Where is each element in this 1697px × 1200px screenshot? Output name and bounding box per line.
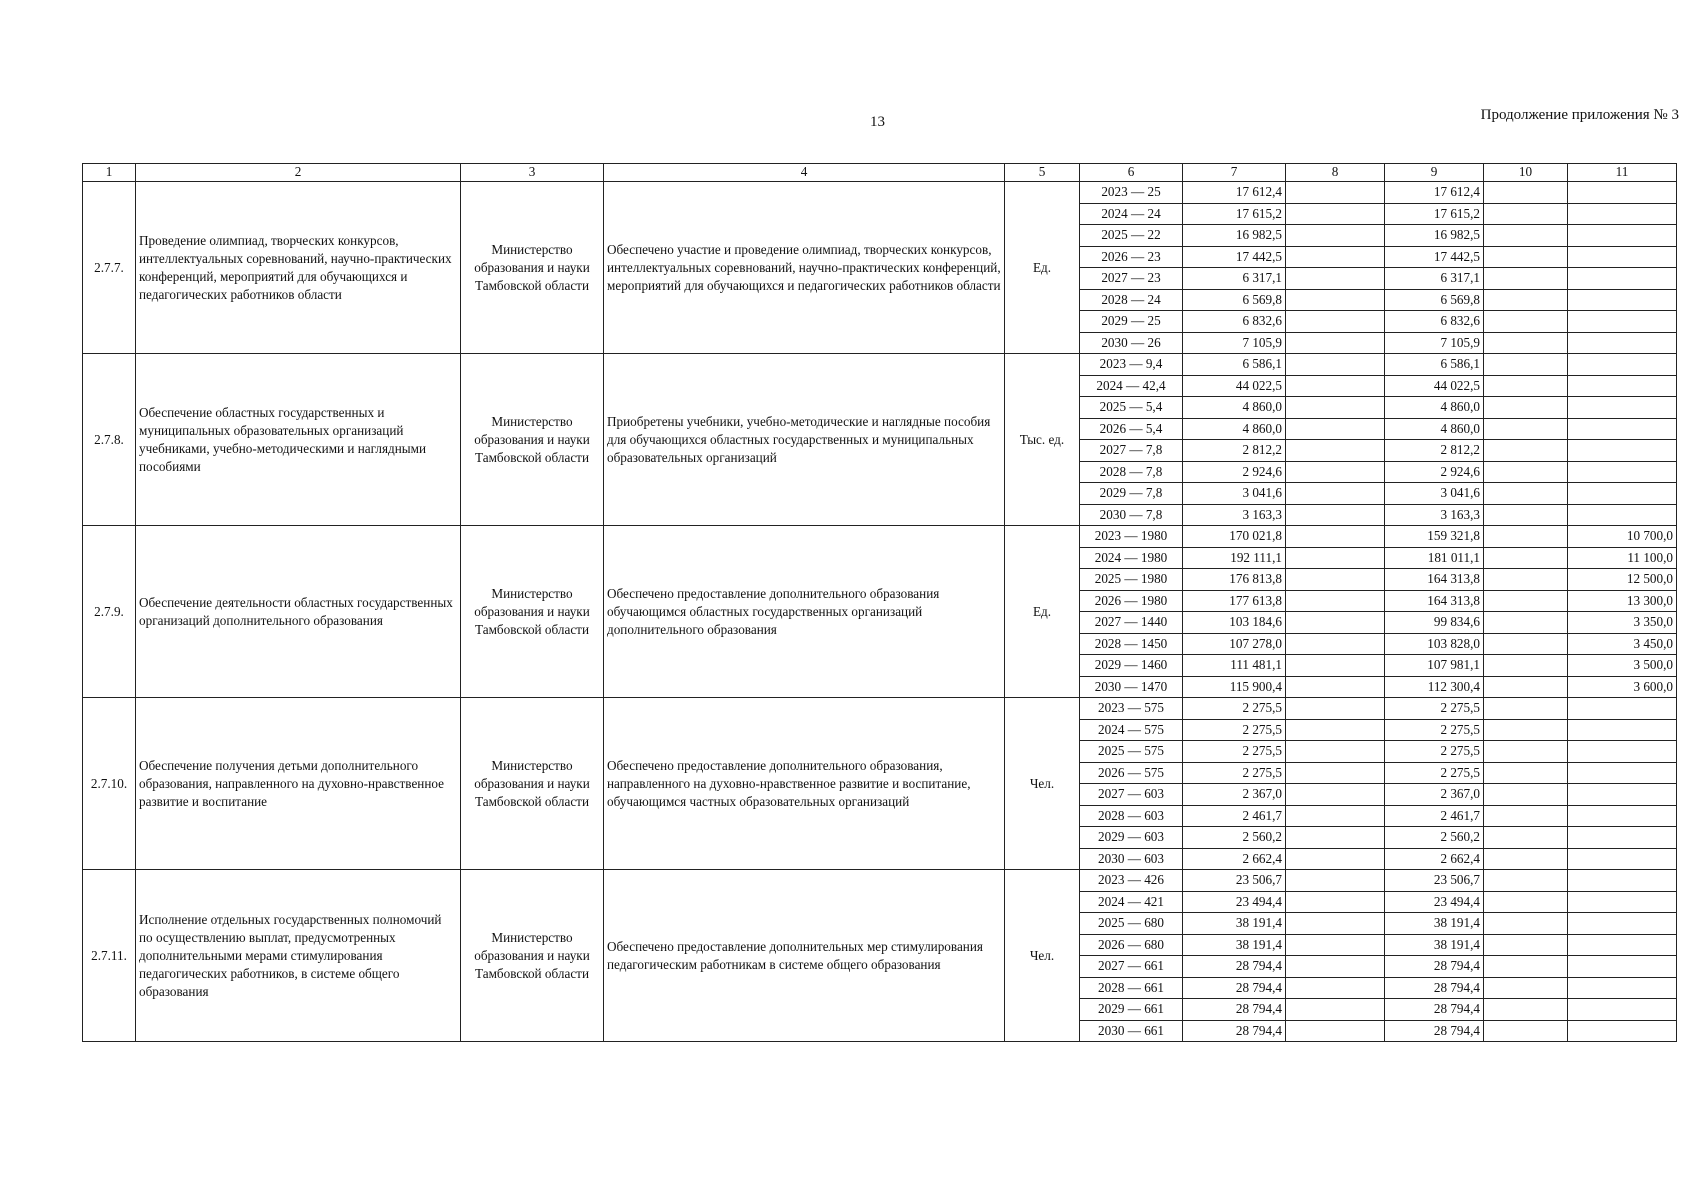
expected-result: Обеспечено предоставление дополнительного образования обучающимся областных государственных организаций дополнительного образования	[604, 526, 1005, 698]
indicator-value: 2029 — 661	[1080, 999, 1183, 1021]
federal-budget-amount	[1286, 870, 1385, 892]
table-row	[83, 698, 1677, 720]
measure-name: Обеспечение деятельности областных государственных организаций дополнительного образования	[136, 526, 461, 698]
indicator-value: 2027 — 7,8	[1080, 440, 1183, 462]
indicator-value: 2029 — 25	[1080, 311, 1183, 333]
federal-budget-amount	[1286, 934, 1385, 956]
local-budget-amount	[1484, 655, 1568, 677]
measure-name: Проведение олимпиад, творческих конкурсов, интеллектуальных соревнований, научно-практических конференций, мероприятий для обучающихся и педагогических работников области	[136, 182, 461, 354]
regional-budget-amount: 17 615,2	[1385, 203, 1484, 225]
local-budget-amount	[1484, 311, 1568, 333]
federal-budget-amount	[1286, 569, 1385, 591]
extrabudgetary-amount	[1568, 805, 1677, 827]
regional-budget-amount: 28 794,4	[1385, 977, 1484, 999]
extrabudgetary-amount	[1568, 891, 1677, 913]
federal-budget-amount	[1286, 440, 1385, 462]
total-amount: 38 191,4	[1183, 913, 1286, 935]
total-amount: 111 481,1	[1183, 655, 1286, 677]
indicator-value: 2030 — 603	[1080, 848, 1183, 870]
unit-of-measure: Ед.	[1005, 182, 1080, 354]
local-budget-amount	[1484, 719, 1568, 741]
federal-budget-amount	[1286, 354, 1385, 376]
column-header: 10	[1484, 164, 1568, 182]
measure-name: Обеспечение областных государственных и муниципальных образовательных организаций учебниками, учебно-методическими и наглядными пособиями	[136, 354, 461, 526]
column-header: 4	[604, 164, 1005, 182]
indicator-value: 2028 — 7,8	[1080, 461, 1183, 483]
local-budget-amount	[1484, 891, 1568, 913]
total-amount: 2 275,5	[1183, 762, 1286, 784]
local-budget-amount	[1484, 934, 1568, 956]
local-budget-amount	[1484, 504, 1568, 526]
total-amount: 6 832,6	[1183, 311, 1286, 333]
indicator-value: 2025 — 22	[1080, 225, 1183, 247]
regional-budget-amount: 6 832,6	[1385, 311, 1484, 333]
extrabudgetary-amount	[1568, 440, 1677, 462]
local-budget-amount	[1484, 483, 1568, 505]
total-amount: 28 794,4	[1183, 999, 1286, 1021]
total-amount: 6 586,1	[1183, 354, 1286, 376]
regional-budget-amount: 181 011,1	[1385, 547, 1484, 569]
measure-number: 2.7.9.	[83, 526, 136, 698]
measure-number: 2.7.8.	[83, 354, 136, 526]
local-budget-amount	[1484, 698, 1568, 720]
regional-budget-amount: 2 367,0	[1385, 784, 1484, 806]
federal-budget-amount	[1286, 805, 1385, 827]
indicator-value: 2026 — 23	[1080, 246, 1183, 268]
regional-budget-amount: 6 586,1	[1385, 354, 1484, 376]
federal-budget-amount	[1286, 504, 1385, 526]
federal-budget-amount	[1286, 590, 1385, 612]
regional-budget-amount: 17 612,4	[1385, 182, 1484, 204]
extrabudgetary-amount	[1568, 913, 1677, 935]
federal-budget-amount	[1286, 827, 1385, 849]
local-budget-amount	[1484, 268, 1568, 290]
regional-budget-amount: 6 569,8	[1385, 289, 1484, 311]
total-amount: 23 494,4	[1183, 891, 1286, 913]
extrabudgetary-amount	[1568, 354, 1677, 376]
regional-budget-amount: 2 662,4	[1385, 848, 1484, 870]
extrabudgetary-amount	[1568, 397, 1677, 419]
indicator-value: 2025 — 1980	[1080, 569, 1183, 591]
executor: Министерство образования и науки Тамбовской области	[461, 182, 604, 354]
measure-name: Исполнение отдельных государственных полномочий по осуществлению выплат, предусмотренных дополнительными мерами стимулирования педагогических работников, в системе общего образования	[136, 870, 461, 1042]
extrabudgetary-amount	[1568, 698, 1677, 720]
local-budget-amount	[1484, 827, 1568, 849]
extrabudgetary-amount	[1568, 203, 1677, 225]
total-amount: 2 812,2	[1183, 440, 1286, 462]
regional-budget-amount: 2 812,2	[1385, 440, 1484, 462]
column-number-row	[83, 164, 1677, 182]
local-budget-amount	[1484, 1020, 1568, 1042]
extrabudgetary-amount	[1568, 977, 1677, 999]
local-budget-amount	[1484, 762, 1568, 784]
regional-budget-amount: 3 041,6	[1385, 483, 1484, 505]
indicator-value: 2023 — 575	[1080, 698, 1183, 720]
local-budget-amount	[1484, 397, 1568, 419]
total-amount: 6 317,1	[1183, 268, 1286, 290]
total-amount: 28 794,4	[1183, 956, 1286, 978]
federal-budget-amount	[1286, 612, 1385, 634]
total-amount: 2 461,7	[1183, 805, 1286, 827]
local-budget-amount	[1484, 612, 1568, 634]
federal-budget-amount	[1286, 891, 1385, 913]
extrabudgetary-amount	[1568, 870, 1677, 892]
regional-budget-amount: 7 105,9	[1385, 332, 1484, 354]
federal-budget-amount	[1286, 203, 1385, 225]
column-header: 6	[1080, 164, 1183, 182]
extrabudgetary-amount: 3 500,0	[1568, 655, 1677, 677]
extrabudgetary-amount	[1568, 182, 1677, 204]
total-amount: 2 275,5	[1183, 698, 1286, 720]
local-budget-amount	[1484, 354, 1568, 376]
federal-budget-amount	[1286, 977, 1385, 999]
local-budget-amount	[1484, 633, 1568, 655]
table-row	[83, 870, 1677, 892]
executor: Министерство образования и науки Тамбовской области	[461, 354, 604, 526]
federal-budget-amount	[1286, 332, 1385, 354]
expected-result: Обеспечено предоставление дополнительных мер стимулирования педагогическим работникам в системе общего образования	[604, 870, 1005, 1042]
expected-result: Обеспечено предоставление дополнительного образования, направленного на духовно-нравственное развитие и воспитание, обучающимся частных образовательных организаций	[604, 698, 1005, 870]
regional-budget-amount: 2 275,5	[1385, 741, 1484, 763]
extrabudgetary-amount	[1568, 827, 1677, 849]
total-amount: 107 278,0	[1183, 633, 1286, 655]
total-amount: 44 022,5	[1183, 375, 1286, 397]
indicator-value: 2024 — 42,4	[1080, 375, 1183, 397]
local-budget-amount	[1484, 676, 1568, 698]
total-amount: 16 982,5	[1183, 225, 1286, 247]
column-header: 9	[1385, 164, 1484, 182]
indicator-value: 2028 — 603	[1080, 805, 1183, 827]
local-budget-amount	[1484, 999, 1568, 1021]
indicator-value: 2023 — 25	[1080, 182, 1183, 204]
federal-budget-amount	[1286, 676, 1385, 698]
extrabudgetary-amount	[1568, 375, 1677, 397]
federal-budget-amount	[1286, 762, 1385, 784]
total-amount: 3 041,6	[1183, 483, 1286, 505]
indicator-value: 2030 — 661	[1080, 1020, 1183, 1042]
federal-budget-amount	[1286, 956, 1385, 978]
indicator-value: 2024 — 421	[1080, 891, 1183, 913]
local-budget-amount	[1484, 461, 1568, 483]
total-amount: 2 275,5	[1183, 741, 1286, 763]
measure-name: Обеспечение получения детьми дополнительного образования, направленного на духовно-нравственное развитие и воспитание	[136, 698, 461, 870]
indicator-value: 2027 — 23	[1080, 268, 1183, 290]
local-budget-amount	[1484, 418, 1568, 440]
regional-budget-amount: 2 924,6	[1385, 461, 1484, 483]
federal-budget-amount	[1286, 182, 1385, 204]
expected-result: Приобретены учебники, учебно-методические и наглядные пособия для обучающихся областных государственных и муниципальных образовательных организаций	[604, 354, 1005, 526]
indicator-value: 2027 — 1440	[1080, 612, 1183, 634]
regional-budget-amount: 38 191,4	[1385, 913, 1484, 935]
extrabudgetary-amount: 12 500,0	[1568, 569, 1677, 591]
program-measures-table	[82, 163, 1677, 1042]
extrabudgetary-amount	[1568, 289, 1677, 311]
total-amount: 3 163,3	[1183, 504, 1286, 526]
local-budget-amount	[1484, 956, 1568, 978]
total-amount: 176 813,8	[1183, 569, 1286, 591]
local-budget-amount	[1484, 977, 1568, 999]
extrabudgetary-amount: 3 450,0	[1568, 633, 1677, 655]
federal-budget-amount	[1286, 246, 1385, 268]
column-header: 8	[1286, 164, 1385, 182]
total-amount: 103 184,6	[1183, 612, 1286, 634]
total-amount: 2 275,5	[1183, 719, 1286, 741]
extrabudgetary-amount	[1568, 461, 1677, 483]
extrabudgetary-amount	[1568, 311, 1677, 333]
indicator-value: 2023 — 1980	[1080, 526, 1183, 548]
column-header: 3	[461, 164, 604, 182]
local-budget-amount	[1484, 246, 1568, 268]
regional-budget-amount: 17 442,5	[1385, 246, 1484, 268]
indicator-value: 2030 — 26	[1080, 332, 1183, 354]
extrabudgetary-amount	[1568, 268, 1677, 290]
indicator-value: 2025 — 575	[1080, 741, 1183, 763]
indicator-value: 2028 — 24	[1080, 289, 1183, 311]
federal-budget-amount	[1286, 461, 1385, 483]
local-budget-amount	[1484, 784, 1568, 806]
appendix-continuation-label: Продолжение приложения № 3	[1480, 107, 1679, 123]
federal-budget-amount	[1286, 375, 1385, 397]
regional-budget-amount: 2 560,2	[1385, 827, 1484, 849]
total-amount: 28 794,4	[1183, 1020, 1286, 1042]
total-amount: 17 615,2	[1183, 203, 1286, 225]
indicator-value: 2029 — 1460	[1080, 655, 1183, 677]
indicator-value: 2023 — 9,4	[1080, 354, 1183, 376]
expected-result: Обеспечено участие и проведение олимпиад, творческих конкурсов, интеллектуальных соревнований, научно-практических конференций, мероприятий для обучающихся и педагогических работников области	[604, 182, 1005, 354]
measure-number: 2.7.7.	[83, 182, 136, 354]
federal-budget-amount	[1286, 848, 1385, 870]
executor: Министерство образования и науки Тамбовской области	[461, 870, 604, 1042]
local-budget-amount	[1484, 848, 1568, 870]
page-number: 13	[870, 114, 885, 130]
federal-budget-amount	[1286, 483, 1385, 505]
indicator-value: 2029 — 7,8	[1080, 483, 1183, 505]
regional-budget-amount: 2 275,5	[1385, 762, 1484, 784]
total-amount: 2 924,6	[1183, 461, 1286, 483]
indicator-value: 2025 — 5,4	[1080, 397, 1183, 419]
regional-budget-amount: 103 828,0	[1385, 633, 1484, 655]
indicator-value: 2026 — 5,4	[1080, 418, 1183, 440]
federal-budget-amount	[1286, 418, 1385, 440]
regional-budget-amount: 16 982,5	[1385, 225, 1484, 247]
total-amount: 38 191,4	[1183, 934, 1286, 956]
regional-budget-amount: 38 191,4	[1385, 934, 1484, 956]
extrabudgetary-amount	[1568, 332, 1677, 354]
extrabudgetary-amount	[1568, 784, 1677, 806]
regional-budget-amount: 99 834,6	[1385, 612, 1484, 634]
local-budget-amount	[1484, 547, 1568, 569]
local-budget-amount	[1484, 225, 1568, 247]
local-budget-amount	[1484, 569, 1568, 591]
federal-budget-amount	[1286, 999, 1385, 1021]
extrabudgetary-amount	[1568, 999, 1677, 1021]
extrabudgetary-amount	[1568, 418, 1677, 440]
local-budget-amount	[1484, 741, 1568, 763]
total-amount: 7 105,9	[1183, 332, 1286, 354]
indicator-value: 2024 — 1980	[1080, 547, 1183, 569]
regional-budget-amount: 4 860,0	[1385, 397, 1484, 419]
regional-budget-amount: 112 300,4	[1385, 676, 1484, 698]
total-amount: 177 613,8	[1183, 590, 1286, 612]
total-amount: 6 569,8	[1183, 289, 1286, 311]
unit-of-measure: Тыс. ед.	[1005, 354, 1080, 526]
local-budget-amount	[1484, 805, 1568, 827]
measure-number: 2.7.11.	[83, 870, 136, 1042]
local-budget-amount	[1484, 526, 1568, 548]
local-budget-amount	[1484, 375, 1568, 397]
indicator-value: 2023 — 426	[1080, 870, 1183, 892]
indicator-value: 2027 — 603	[1080, 784, 1183, 806]
indicator-value: 2029 — 603	[1080, 827, 1183, 849]
federal-budget-amount	[1286, 1020, 1385, 1042]
federal-budget-amount	[1286, 784, 1385, 806]
regional-budget-amount: 2 461,7	[1385, 805, 1484, 827]
indicator-value: 2028 — 661	[1080, 977, 1183, 999]
local-budget-amount	[1484, 590, 1568, 612]
extrabudgetary-amount	[1568, 934, 1677, 956]
regional-budget-amount: 4 860,0	[1385, 418, 1484, 440]
table-row	[83, 182, 1677, 204]
total-amount: 28 794,4	[1183, 977, 1286, 999]
unit-of-measure: Ед.	[1005, 526, 1080, 698]
indicator-value: 2026 — 680	[1080, 934, 1183, 956]
total-amount: 4 860,0	[1183, 397, 1286, 419]
regional-budget-amount: 28 794,4	[1385, 999, 1484, 1021]
column-header: 2	[136, 164, 461, 182]
extrabudgetary-amount	[1568, 741, 1677, 763]
federal-budget-amount	[1286, 655, 1385, 677]
federal-budget-amount	[1286, 311, 1385, 333]
total-amount: 17 442,5	[1183, 246, 1286, 268]
regional-budget-amount: 23 506,7	[1385, 870, 1484, 892]
federal-budget-amount	[1286, 547, 1385, 569]
table-row	[83, 526, 1677, 548]
extrabudgetary-amount: 10 700,0	[1568, 526, 1677, 548]
extrabudgetary-amount	[1568, 483, 1677, 505]
total-amount: 192 111,1	[1183, 547, 1286, 569]
regional-budget-amount: 159 321,8	[1385, 526, 1484, 548]
regional-budget-amount: 2 275,5	[1385, 698, 1484, 720]
local-budget-amount	[1484, 332, 1568, 354]
total-amount: 2 367,0	[1183, 784, 1286, 806]
unit-of-measure: Чел.	[1005, 870, 1080, 1042]
executor: Министерство образования и науки Тамбовской области	[461, 526, 604, 698]
local-budget-amount	[1484, 440, 1568, 462]
total-amount: 2 560,2	[1183, 827, 1286, 849]
regional-budget-amount: 28 794,4	[1385, 1020, 1484, 1042]
indicator-value: 2025 — 680	[1080, 913, 1183, 935]
federal-budget-amount	[1286, 268, 1385, 290]
extrabudgetary-amount	[1568, 956, 1677, 978]
local-budget-amount	[1484, 870, 1568, 892]
local-budget-amount	[1484, 182, 1568, 204]
extrabudgetary-amount: 13 300,0	[1568, 590, 1677, 612]
extrabudgetary-amount	[1568, 719, 1677, 741]
indicator-value: 2030 — 7,8	[1080, 504, 1183, 526]
indicator-value: 2028 — 1450	[1080, 633, 1183, 655]
extrabudgetary-amount	[1568, 848, 1677, 870]
regional-budget-amount: 107 981,1	[1385, 655, 1484, 677]
federal-budget-amount	[1286, 289, 1385, 311]
indicator-value: 2030 — 1470	[1080, 676, 1183, 698]
local-budget-amount	[1484, 203, 1568, 225]
extrabudgetary-amount	[1568, 225, 1677, 247]
federal-budget-amount	[1286, 526, 1385, 548]
column-header: 7	[1183, 164, 1286, 182]
local-budget-amount	[1484, 289, 1568, 311]
executor: Министерство образования и науки Тамбовской области	[461, 698, 604, 870]
column-header: 1	[83, 164, 136, 182]
extrabudgetary-amount	[1568, 762, 1677, 784]
regional-budget-amount: 3 163,3	[1385, 504, 1484, 526]
federal-budget-amount	[1286, 698, 1385, 720]
total-amount: 115 900,4	[1183, 676, 1286, 698]
indicator-value: 2026 — 1980	[1080, 590, 1183, 612]
indicator-value: 2026 — 575	[1080, 762, 1183, 784]
extrabudgetary-amount: 11 100,0	[1568, 547, 1677, 569]
indicator-value: 2024 — 575	[1080, 719, 1183, 741]
column-header: 5	[1005, 164, 1080, 182]
table-row	[83, 354, 1677, 376]
regional-budget-amount: 28 794,4	[1385, 956, 1484, 978]
regional-budget-amount: 23 494,4	[1385, 891, 1484, 913]
total-amount: 170 021,8	[1183, 526, 1286, 548]
total-amount: 4 860,0	[1183, 418, 1286, 440]
regional-budget-amount: 6 317,1	[1385, 268, 1484, 290]
total-amount: 23 506,7	[1183, 870, 1286, 892]
regional-budget-amount: 2 275,5	[1385, 719, 1484, 741]
extrabudgetary-amount: 3 600,0	[1568, 676, 1677, 698]
extrabudgetary-amount	[1568, 504, 1677, 526]
indicator-value: 2024 — 24	[1080, 203, 1183, 225]
extrabudgetary-amount	[1568, 246, 1677, 268]
regional-budget-amount: 44 022,5	[1385, 375, 1484, 397]
indicator-value: 2027 — 661	[1080, 956, 1183, 978]
total-amount: 2 662,4	[1183, 848, 1286, 870]
federal-budget-amount	[1286, 225, 1385, 247]
extrabudgetary-amount: 3 350,0	[1568, 612, 1677, 634]
local-budget-amount	[1484, 913, 1568, 935]
federal-budget-amount	[1286, 633, 1385, 655]
unit-of-measure: Чел.	[1005, 698, 1080, 870]
federal-budget-amount	[1286, 397, 1385, 419]
regional-budget-amount: 164 313,8	[1385, 590, 1484, 612]
measure-number: 2.7.10.	[83, 698, 136, 870]
table-body	[83, 182, 1677, 1042]
federal-budget-amount	[1286, 719, 1385, 741]
column-header: 11	[1568, 164, 1677, 182]
federal-budget-amount	[1286, 741, 1385, 763]
federal-budget-amount	[1286, 913, 1385, 935]
extrabudgetary-amount	[1568, 1020, 1677, 1042]
total-amount: 17 612,4	[1183, 182, 1286, 204]
regional-budget-amount: 164 313,8	[1385, 569, 1484, 591]
